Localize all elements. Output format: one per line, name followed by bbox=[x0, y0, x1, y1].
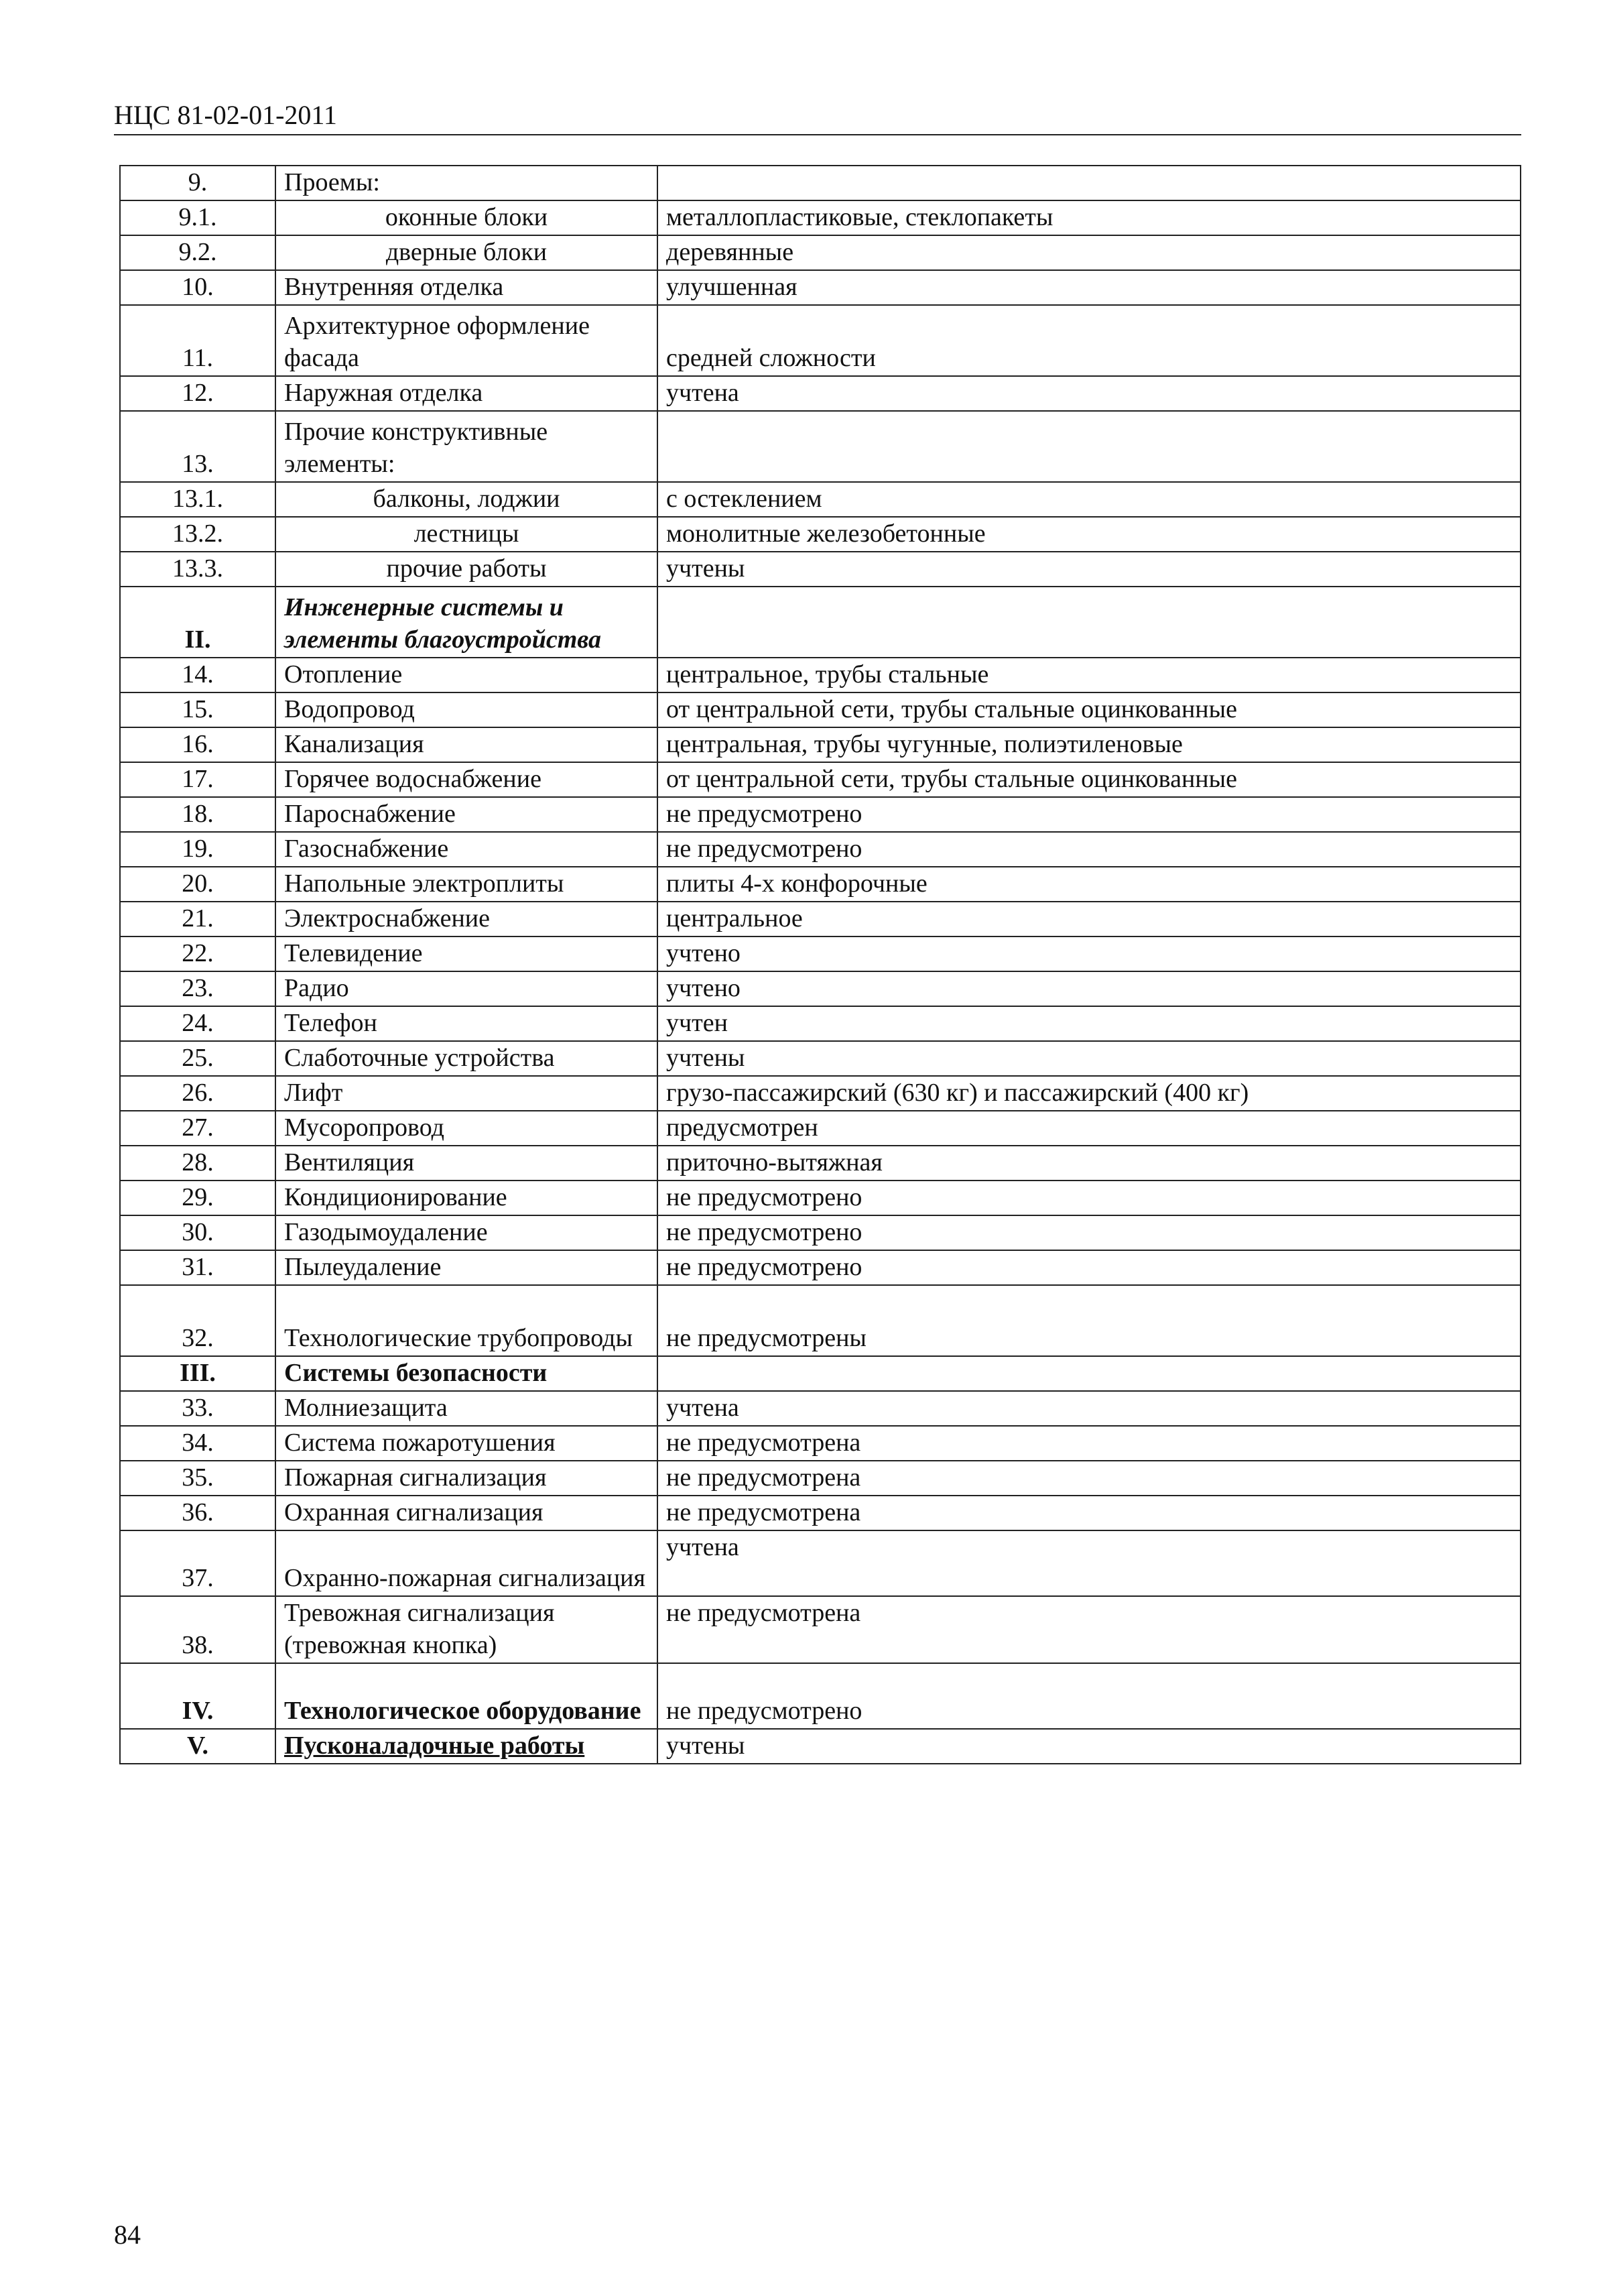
row-name: Технологические трубопроводы bbox=[275, 1285, 657, 1356]
table-row bbox=[120, 305, 1521, 376]
section-title: Системы безопасности bbox=[275, 1356, 657, 1391]
row-number: 32. bbox=[120, 1285, 275, 1356]
table-row bbox=[120, 1530, 1521, 1596]
table-row bbox=[120, 797, 1521, 832]
row-number: 11. bbox=[120, 305, 275, 376]
row-number: 13. bbox=[120, 411, 275, 482]
row-name: Водопровод bbox=[275, 692, 657, 727]
row-number: 10. bbox=[120, 270, 275, 305]
row-name: Внутренняя отделка bbox=[275, 270, 657, 305]
row-number: 16. bbox=[120, 727, 275, 762]
row-number: 9.2. bbox=[120, 235, 275, 270]
table-row bbox=[120, 1391, 1521, 1426]
row-value: не предусмотрено bbox=[657, 1250, 1521, 1285]
row-name: Отопление bbox=[275, 658, 657, 692]
table-row bbox=[120, 1181, 1521, 1215]
row-name: Тревожная сигнализация (тревожная кнопка) bbox=[275, 1596, 657, 1663]
row-value: центральное bbox=[657, 902, 1521, 936]
row-name: Газоснабжение bbox=[275, 832, 657, 867]
row-number: 12. bbox=[120, 376, 275, 411]
section-row bbox=[120, 587, 1521, 658]
table-row bbox=[120, 727, 1521, 762]
row-name: Газодымоудаление bbox=[275, 1215, 657, 1250]
row-value: учтено bbox=[657, 971, 1521, 1006]
row-name: Пожарная сигнализация bbox=[275, 1461, 657, 1496]
section-number: III. bbox=[120, 1356, 275, 1391]
row-value: не предусмотрено bbox=[657, 832, 1521, 867]
row-value: предусмотрен bbox=[657, 1111, 1521, 1146]
row-number: 13.3. bbox=[120, 552, 275, 587]
row-number: 19. bbox=[120, 832, 275, 867]
row-name: Радио bbox=[275, 971, 657, 1006]
row-value: средней сложности bbox=[657, 305, 1521, 376]
row-number: 30. bbox=[120, 1215, 275, 1250]
table-row bbox=[120, 1006, 1521, 1041]
table-row bbox=[120, 1596, 1521, 1663]
row-name: Проемы: bbox=[275, 166, 657, 200]
row-value: не предусмотрена bbox=[657, 1596, 1521, 1663]
row-value: не предусмотрено bbox=[657, 1215, 1521, 1250]
row-value: учтена bbox=[657, 1530, 1521, 1596]
section-number: V. bbox=[120, 1729, 275, 1764]
page-number: 84 bbox=[114, 2220, 141, 2250]
row-value: деревянные bbox=[657, 235, 1521, 270]
row-number: 35. bbox=[120, 1461, 275, 1496]
table-row bbox=[120, 1461, 1521, 1496]
row-value: улучшенная bbox=[657, 270, 1521, 305]
row-name: Прочие конструктивные элементы: bbox=[275, 411, 657, 482]
row-name: балконы, лоджии bbox=[275, 482, 657, 517]
table-row bbox=[120, 235, 1521, 270]
row-value: не предусмотрена bbox=[657, 1496, 1521, 1530]
table-row bbox=[120, 1076, 1521, 1111]
table-row bbox=[120, 270, 1521, 305]
row-number: 9. bbox=[120, 166, 275, 200]
row-value: учтены bbox=[657, 552, 1521, 587]
row-number: 37. bbox=[120, 1530, 275, 1596]
row-number: 22. bbox=[120, 936, 275, 971]
row-value: приточно-вытяжная bbox=[657, 1146, 1521, 1181]
section-title: Пусконаладочные работы bbox=[275, 1729, 657, 1764]
row-value: не предусмотрена bbox=[657, 1426, 1521, 1461]
table-row bbox=[120, 200, 1521, 235]
row-number: 15. bbox=[120, 692, 275, 727]
row-value: от центральной сети, трубы стальные оцинкованные bbox=[657, 692, 1521, 727]
row-number: 18. bbox=[120, 797, 275, 832]
table-row bbox=[120, 482, 1521, 517]
table-row bbox=[120, 762, 1521, 797]
row-name: Архитектурное оформление фасада bbox=[275, 305, 657, 376]
row-name: Напольные электроплиты bbox=[275, 867, 657, 902]
row-value: учтено bbox=[657, 936, 1521, 971]
row-value bbox=[657, 1356, 1521, 1391]
row-name: Телевидение bbox=[275, 936, 657, 971]
row-number: 36. bbox=[120, 1496, 275, 1530]
row-name: прочие работы bbox=[275, 552, 657, 587]
table-row bbox=[120, 1146, 1521, 1181]
table-row bbox=[120, 1111, 1521, 1146]
row-value: монолитные железобетонные bbox=[657, 517, 1521, 552]
table-row bbox=[120, 867, 1521, 902]
row-value: плиты 4-х конфорочные bbox=[657, 867, 1521, 902]
table-row bbox=[120, 1041, 1521, 1076]
row-name: Охранно-пожарная сигнализация bbox=[275, 1530, 657, 1596]
row-number: 14. bbox=[120, 658, 275, 692]
table-row bbox=[120, 166, 1521, 200]
table-row bbox=[120, 1215, 1521, 1250]
row-value: не предусмотрена bbox=[657, 1461, 1521, 1496]
row-value: учтены bbox=[657, 1729, 1521, 1764]
row-value bbox=[657, 166, 1521, 200]
row-number: 25. bbox=[120, 1041, 275, 1076]
section-row bbox=[120, 1663, 1521, 1729]
row-value: центральная, трубы чугунные, полиэтиленовые bbox=[657, 727, 1521, 762]
row-value: центральное, трубы стальные bbox=[657, 658, 1521, 692]
row-number: 24. bbox=[120, 1006, 275, 1041]
row-number: 23. bbox=[120, 971, 275, 1006]
header-rule bbox=[114, 134, 1521, 135]
row-number: 34. bbox=[120, 1426, 275, 1461]
table-row bbox=[120, 1285, 1521, 1356]
row-value: с остеклением bbox=[657, 482, 1521, 517]
row-name: Кондиционирование bbox=[275, 1181, 657, 1215]
table-row bbox=[120, 971, 1521, 1006]
table-row bbox=[120, 658, 1521, 692]
row-name: Лифт bbox=[275, 1076, 657, 1111]
section-title: Инженерные системы и элементы благоустройства bbox=[275, 587, 657, 658]
row-name: Молниезащита bbox=[275, 1391, 657, 1426]
row-value: грузо-пассажирский (630 кг) и пассажирский (400 кг) bbox=[657, 1076, 1521, 1111]
row-number: 20. bbox=[120, 867, 275, 902]
table-row bbox=[120, 1250, 1521, 1285]
row-name: Горячее водоснабжение bbox=[275, 762, 657, 797]
row-number: 17. bbox=[120, 762, 275, 797]
table-row bbox=[120, 1426, 1521, 1461]
row-name: Система пожаротушения bbox=[275, 1426, 657, 1461]
row-value: учтены bbox=[657, 1041, 1521, 1076]
row-name: лестницы bbox=[275, 517, 657, 552]
row-name: Слаботочные устройства bbox=[275, 1041, 657, 1076]
table-row bbox=[120, 411, 1521, 482]
section-row bbox=[120, 1729, 1521, 1764]
row-value: не предусмотрено bbox=[657, 1181, 1521, 1215]
row-value: не предусмотрено bbox=[657, 797, 1521, 832]
table-row bbox=[120, 376, 1521, 411]
row-value: учтена bbox=[657, 1391, 1521, 1426]
row-name: Наружная отделка bbox=[275, 376, 657, 411]
table-row bbox=[120, 692, 1521, 727]
row-value bbox=[657, 587, 1521, 658]
table-row bbox=[120, 552, 1521, 587]
row-number: 21. bbox=[120, 902, 275, 936]
table-row bbox=[120, 936, 1521, 971]
row-number: 13.2. bbox=[120, 517, 275, 552]
row-name: Вентиляция bbox=[275, 1146, 657, 1181]
row-name: Электроснабжение bbox=[275, 902, 657, 936]
row-name: Мусоропровод bbox=[275, 1111, 657, 1146]
section-title: Технологическое оборудование bbox=[275, 1663, 657, 1729]
table-row bbox=[120, 1496, 1521, 1530]
row-name: Охранная сигнализация bbox=[275, 1496, 657, 1530]
section-number: IV. bbox=[120, 1663, 275, 1729]
row-number: 33. bbox=[120, 1391, 275, 1426]
row-number: 9.1. bbox=[120, 200, 275, 235]
row-value: металлопластиковые, стеклопакеты bbox=[657, 200, 1521, 235]
row-name: Пароснабжение bbox=[275, 797, 657, 832]
row-value bbox=[657, 411, 1521, 482]
row-name: оконные блоки bbox=[275, 200, 657, 235]
specification-table bbox=[119, 165, 1521, 1764]
row-number: 31. bbox=[120, 1250, 275, 1285]
row-number: 13.1. bbox=[120, 482, 275, 517]
row-value: учтена bbox=[657, 376, 1521, 411]
row-name: дверные блоки bbox=[275, 235, 657, 270]
table-row bbox=[120, 517, 1521, 552]
row-name: Телефон bbox=[275, 1006, 657, 1041]
row-number: 29. bbox=[120, 1181, 275, 1215]
row-number: 27. bbox=[120, 1111, 275, 1146]
section-row bbox=[120, 1356, 1521, 1391]
row-value: от центральной сети, трубы стальные оцинкованные bbox=[657, 762, 1521, 797]
row-number: 26. bbox=[120, 1076, 275, 1111]
section-number: II. bbox=[120, 587, 275, 658]
document-code: НЦС 81-02-01-2011 bbox=[114, 100, 337, 130]
row-number: 28. bbox=[120, 1146, 275, 1181]
row-value: не предусмотрены bbox=[657, 1285, 1521, 1356]
row-value: учтен bbox=[657, 1006, 1521, 1041]
table-row bbox=[120, 902, 1521, 936]
row-number: 38. bbox=[120, 1596, 275, 1663]
row-name: Пылеудаление bbox=[275, 1250, 657, 1285]
table-row bbox=[120, 832, 1521, 867]
row-name: Канализация bbox=[275, 727, 657, 762]
row-value: не предусмотрено bbox=[657, 1663, 1521, 1729]
